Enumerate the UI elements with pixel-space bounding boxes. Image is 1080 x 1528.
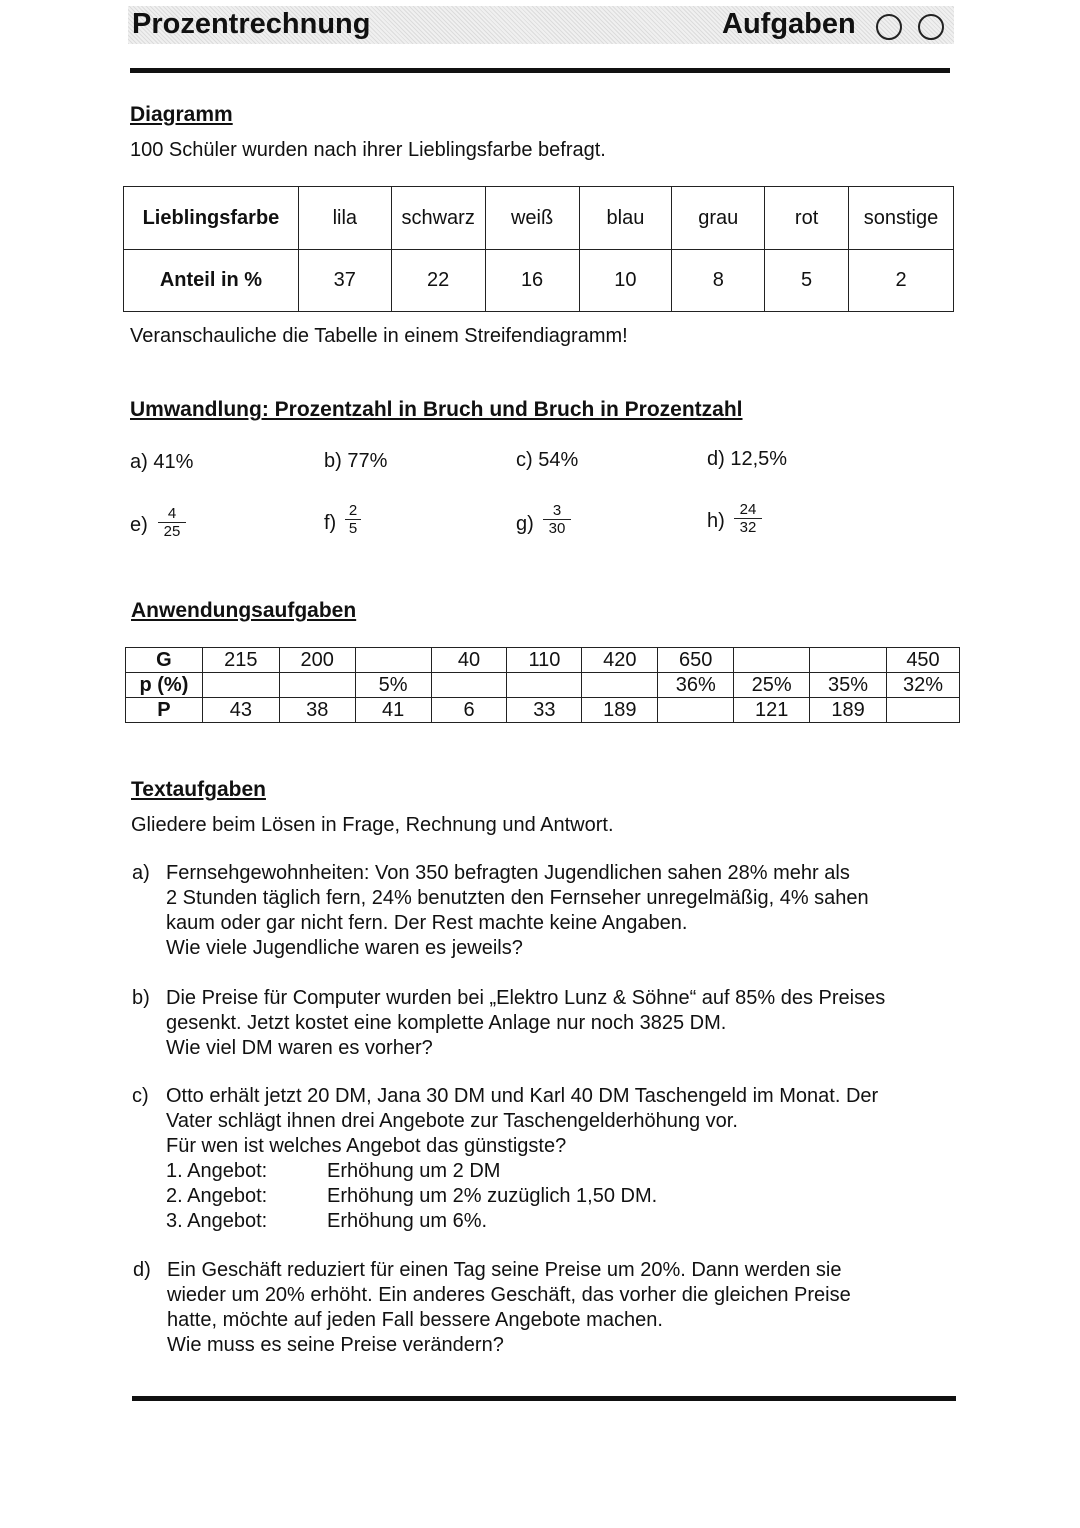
table-cell: 110 bbox=[507, 648, 582, 673]
task-line: Wie viele Jugendliche waren es jeweils? bbox=[166, 937, 523, 959]
table-cell: 189 bbox=[810, 698, 887, 723]
fraction-label: h) bbox=[707, 510, 725, 532]
table-cell: 37 bbox=[298, 250, 391, 312]
fraction-denominator: 30 bbox=[548, 520, 566, 537]
fraction-numerator: 3 bbox=[543, 502, 571, 520]
fraction-numerator: 4 bbox=[158, 505, 186, 523]
table-cell: lila bbox=[298, 187, 391, 250]
task-line: Fernsehgewohnheiten: Von 350 befragten Jugendlichen sahen 28% mehr als bbox=[166, 862, 850, 884]
table-cell: 33 bbox=[507, 698, 582, 723]
table-cell: 40 bbox=[431, 648, 507, 673]
fraction-label: g) bbox=[516, 513, 534, 535]
percent-item: a) 41% bbox=[130, 451, 194, 473]
table-cell: 2 bbox=[849, 250, 954, 312]
table-cell: 25% bbox=[734, 673, 810, 698]
top-rule bbox=[130, 68, 950, 73]
table-cell: 200 bbox=[279, 648, 355, 673]
table-cell: weiß bbox=[485, 187, 579, 250]
percent-item: c) 54% bbox=[516, 449, 579, 471]
color-table bbox=[123, 186, 954, 312]
bottom-rule bbox=[132, 1396, 956, 1401]
fraction-denominator: 5 bbox=[348, 520, 358, 537]
offer-row bbox=[166, 1184, 878, 1209]
table-header-cell: G bbox=[126, 648, 203, 673]
table-header-cell: p (%) bbox=[126, 673, 203, 698]
table-cell: 43 bbox=[202, 698, 279, 723]
diagramm-task: Veranschauliche die Tabelle in einem Streifendiagramm! bbox=[130, 325, 628, 347]
diagramm-intro: 100 Schüler wurden nach ihrer Lieblingsfarbe befragt. bbox=[130, 139, 606, 161]
task-line: Vater schlägt ihnen drei Angebote zur Taschengelderhöhung vor. bbox=[166, 1110, 738, 1132]
offer-name: 1. Angebot: bbox=[166, 1160, 268, 1182]
task-label: c) bbox=[132, 1085, 149, 1107]
table-cell: 189 bbox=[582, 698, 658, 723]
table-cell: 215 bbox=[202, 648, 279, 673]
section-heading-textaufgaben: Textaufgaben bbox=[131, 778, 266, 801]
table-cell bbox=[279, 673, 355, 698]
percent-item: b) 77% bbox=[324, 450, 388, 472]
fraction-label: e) bbox=[130, 514, 148, 536]
task-line: Für wen ist welches Angebot das günstigste? bbox=[166, 1135, 567, 1157]
section-heading-diagramm: Diagramm bbox=[130, 103, 233, 126]
task-line: gesenkt. Jetzt kostet eine komplette Anlage nur noch 3825 DM. bbox=[166, 1012, 727, 1034]
gpP-table bbox=[125, 647, 960, 723]
offer-name: 2. Angebot: bbox=[166, 1185, 268, 1207]
table-cell: 5 bbox=[765, 250, 849, 312]
table-cell: 32% bbox=[887, 673, 960, 698]
task-line: kaum oder gar nicht fern. Der Rest machte keine Angaben. bbox=[166, 912, 688, 934]
task-line: hatte, möchte auf jeden Fall bessere Angebote machen. bbox=[167, 1309, 663, 1331]
table-cell bbox=[507, 673, 582, 698]
page-subtitle: Aufgaben bbox=[722, 8, 856, 40]
offer-text: Erhöhung um 2% zuzüglich 1,50 DM. bbox=[327, 1185, 658, 1207]
task-line: Ein Geschäft reduziert für einen Tag seine Preise um 20%. Dann werden sie bbox=[167, 1259, 842, 1281]
table-header-cell: P bbox=[126, 698, 203, 723]
task-line: Otto erhält jetzt 20 DM, Jana 30 DM und Karl 40 DM Taschengeld im Monat. Der bbox=[166, 1085, 879, 1107]
fraction bbox=[734, 501, 762, 536]
offer-row bbox=[166, 1209, 878, 1234]
table-cell: 5% bbox=[355, 673, 431, 698]
smiley-icon bbox=[918, 14, 944, 40]
task-line: Die Preise für Computer wurden bei „Elektro Lunz & Söhne“ auf 85% des Preises bbox=[166, 987, 886, 1009]
table-cell: grau bbox=[672, 187, 765, 250]
table-cell bbox=[734, 648, 810, 673]
table-cell bbox=[658, 698, 734, 723]
task-line: wieder um 20% erhöht. Ein anderes Geschäft, das vorher die gleichen Preise bbox=[167, 1284, 851, 1306]
percent-item: d) 12,5% bbox=[707, 448, 788, 470]
offer-row bbox=[166, 1159, 878, 1184]
table-cell: 16 bbox=[485, 250, 579, 312]
task-label: d) bbox=[133, 1259, 151, 1281]
table-cell bbox=[810, 648, 887, 673]
table-cell: 36% bbox=[658, 673, 734, 698]
table-cell bbox=[887, 698, 960, 723]
table-cell: rot bbox=[765, 187, 849, 250]
offer-text: Erhöhung um 6%. bbox=[327, 1210, 488, 1232]
table-cell: 10 bbox=[579, 250, 672, 312]
fraction bbox=[158, 505, 186, 540]
fraction-denominator: 32 bbox=[739, 519, 757, 536]
table-cell: 41 bbox=[355, 698, 431, 723]
smiley-icon bbox=[876, 14, 902, 40]
table-cell: 22 bbox=[391, 250, 485, 312]
table-cell bbox=[431, 673, 507, 698]
offer-name: 3. Angebot: bbox=[166, 1210, 268, 1232]
page-title: Prozentrechnung bbox=[132, 8, 371, 40]
task-line: Wie viel DM waren es vorher? bbox=[166, 1037, 433, 1059]
fraction-numerator: 24 bbox=[734, 501, 762, 519]
table-cell: 650 bbox=[658, 648, 734, 673]
table-cell bbox=[355, 648, 431, 673]
fraction-denominator: 25 bbox=[163, 523, 181, 540]
table-cell: 420 bbox=[582, 648, 658, 673]
table-cell: 121 bbox=[734, 698, 810, 723]
table-header-cell: Lieblingsfarbe bbox=[124, 187, 299, 250]
table-cell: 8 bbox=[672, 250, 765, 312]
task-line: Wie muss es seine Preise verändern? bbox=[167, 1334, 504, 1356]
fraction bbox=[345, 502, 361, 537]
offer-text: Erhöhung um 2 DM bbox=[327, 1160, 501, 1182]
textaufgaben-intro: Gliedere beim Lösen in Frage, Rechnung und Antwort. bbox=[131, 814, 614, 836]
task-label: b) bbox=[132, 987, 150, 1009]
section-heading-anwendung: Anwendungsaufgaben bbox=[131, 599, 357, 622]
table-cell: schwarz bbox=[391, 187, 485, 250]
table-cell: 450 bbox=[887, 648, 960, 673]
section-heading-umwandlung: Umwandlung: Prozentzahl in Bruch und Bruch in Prozentzahl bbox=[130, 398, 743, 421]
table-header-cell: Anteil in % bbox=[124, 250, 299, 312]
table-cell bbox=[582, 673, 658, 698]
table-cell bbox=[202, 673, 279, 698]
table-cell: 38 bbox=[279, 698, 355, 723]
table-cell: 6 bbox=[431, 698, 507, 723]
table-cell: blau bbox=[579, 187, 672, 250]
fraction-numerator: 2 bbox=[345, 502, 361, 520]
fraction-label: f) bbox=[324, 512, 337, 534]
fraction bbox=[543, 502, 571, 537]
table-cell: sonstige bbox=[849, 187, 954, 250]
task-label: a) bbox=[132, 862, 150, 884]
task-line: 2 Stunden täglich fern, 24% benutzten den Fernseher unregelmäßig, 4% sahen bbox=[166, 887, 869, 909]
table-cell: 35% bbox=[810, 673, 887, 698]
